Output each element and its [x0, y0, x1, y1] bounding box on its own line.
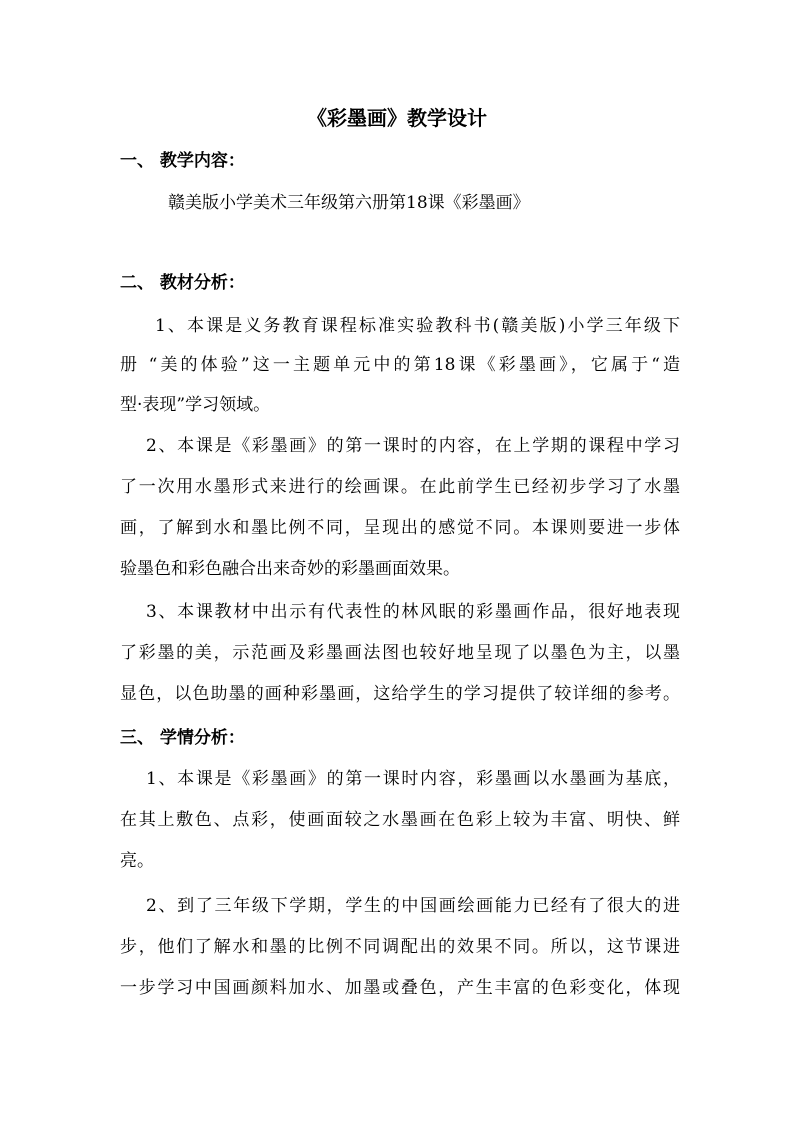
paragraph-line: 赣美版小学美术三年级第六册第18课《彩墨画》: [168, 193, 530, 213]
paragraph-line: 册 “美的体验”这一主题单元中的第18课《彩墨画》，它属于“造: [120, 355, 680, 375]
paragraph-line: 2、本课是《彩墨画》的第一课时的内容，在上学期的课程中学习: [146, 436, 680, 456]
paragraph-line: 了彩墨的美，示范画及彩墨画法图也较好地呈现了以墨色为主，以墨: [120, 643, 680, 663]
paragraph-line: 1、本课是《彩墨画》的第一课时内容，彩墨画以水墨画为基底，: [146, 769, 680, 789]
paragraph-line: 显色，以色助墨的画种彩墨画，这给学生的学习提供了较详细的参考。: [120, 684, 680, 704]
paragraph-line: 型·表现”学习领域。: [120, 395, 271, 415]
paragraph-line: 了一次用水墨形式来进行的绘画课。在此前学生已经初步学习了水墨: [120, 477, 680, 497]
section-heading-content: 一、 教学内容：: [120, 151, 245, 171]
document-title: 《彩墨画》教学设计: [307, 106, 487, 130]
paragraph-line: 1、本课是义务教育课程标准实验教科书(赣美版)小学三年级下: [155, 316, 680, 336]
paragraph-line: 验墨色和彩色融合出来奇妙的彩墨画面效果。: [120, 559, 460, 579]
paragraph-line: 一步学习中国画颜料加水、加墨或叠色，产生丰富的色彩变化，体现: [120, 978, 680, 998]
section-heading-student-analysis: 三、 学情分析：: [120, 728, 245, 748]
paragraph-line: 亮。: [120, 851, 154, 871]
section-heading-textbook-analysis: 二、 教材分析：: [120, 273, 245, 293]
paragraph-line: 2、到了三年级下学期，学生的中国画绘画能力已经有了很大的进: [146, 896, 680, 916]
paragraph-line: 步，他们了解水和墨的比例不同调配出的效果不同。所以，这节课进: [120, 937, 680, 957]
paragraph-line: 画，了解到水和墨比例不同，呈现出的感觉不同。本课则要进一步体: [120, 518, 680, 538]
paragraph-line: 3、本课教材中出示有代表性的林风眠的彩墨画作品，很好地表现: [146, 602, 680, 622]
paragraph-line: 在其上敷色、点彩，使画面较之水墨画在色彩上较为丰富、明快、鲜: [120, 810, 680, 830]
